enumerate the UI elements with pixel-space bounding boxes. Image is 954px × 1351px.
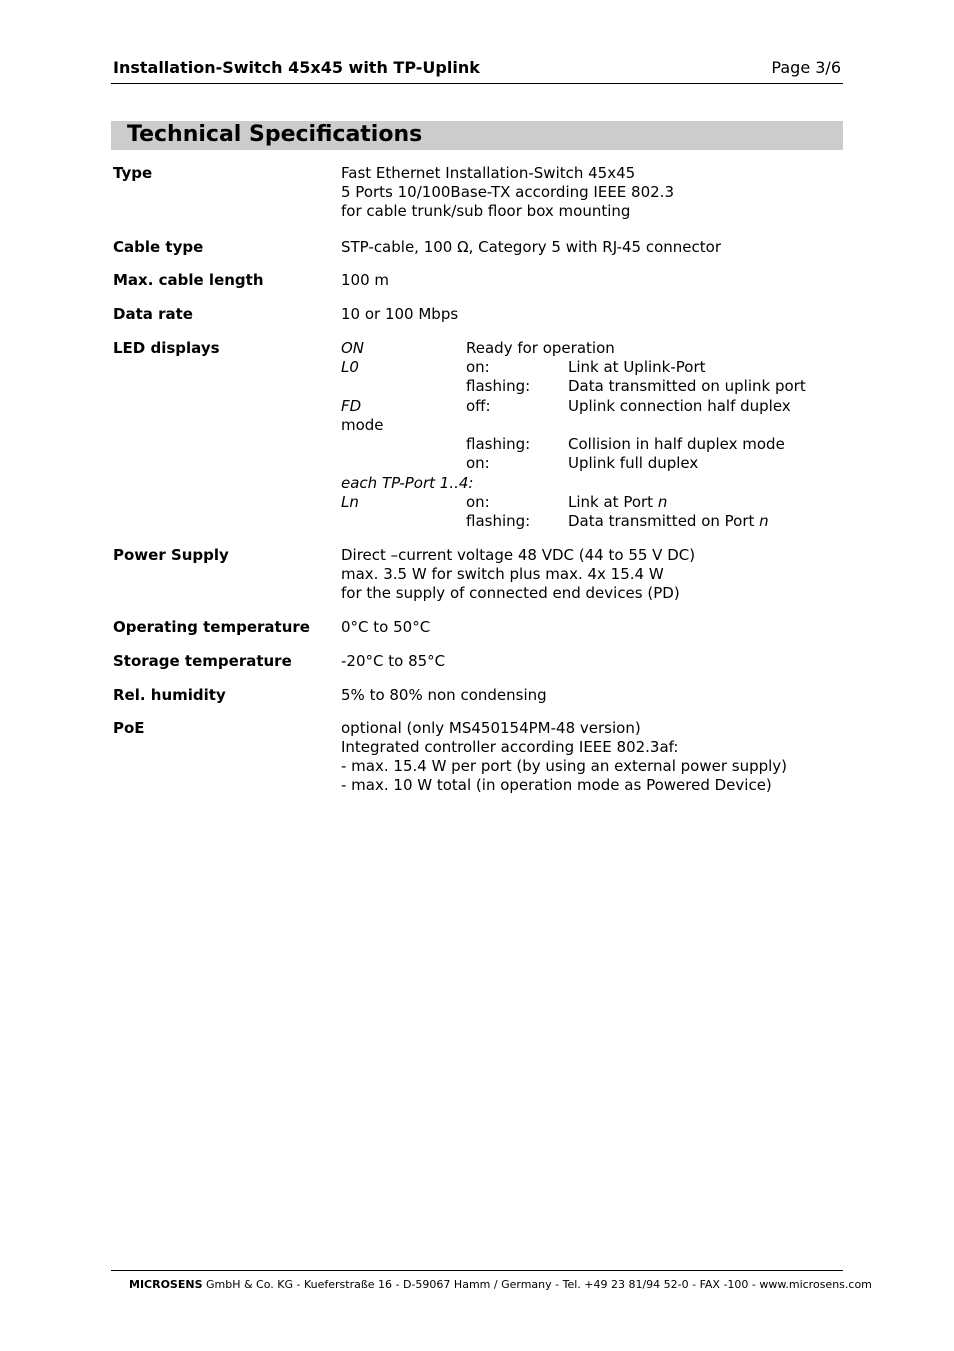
led-on-name: ON [341, 339, 365, 357]
led-on-desc: Ready for operation [466, 339, 615, 357]
spec-label-power-supply: Power Supply [113, 546, 229, 564]
led-desc: Uplink full duplex [568, 454, 699, 472]
led-desc-text: Link at Port [568, 493, 658, 511]
led-desc: Uplink connection half duplex [568, 397, 791, 415]
port-variable: n [657, 493, 668, 511]
led-state: flashing: [466, 512, 531, 530]
led-desc: Link at Uplink-Port [568, 358, 706, 376]
spec-line: max. 3.5 W for switch plus max. 4x 15.4 W [341, 565, 664, 583]
spec-label-cable-type: Cable type [113, 238, 204, 256]
spec-value-type [341, 164, 674, 221]
spec-label-led-displays: LED displays [113, 339, 220, 357]
led-each-port: each TP-Port 1..4: [341, 474, 474, 492]
spec-line: 5 Ports 10/100Base-TX according IEEE 802.3 [341, 183, 674, 201]
spec-label-max-cable-length: Max. cable length [113, 271, 264, 289]
led-state: off: [466, 397, 491, 415]
spec-value-data-rate: 10 or 100 Mbps [341, 305, 459, 323]
spec-line: Integrated controller according IEEE 802.3af: [341, 738, 679, 756]
spec-value-rel-humidity: 5% to 80% non condensing [341, 686, 547, 704]
led-desc: Collision in half duplex mode [568, 435, 785, 453]
spec-line: optional (only MS450154PM-48 version) [341, 719, 641, 737]
spec-label-rel-humidity: Rel. humidity [113, 686, 226, 704]
spec-label-operating-temperature: Operating temperature [113, 618, 310, 636]
footer-divider [111, 1270, 843, 1271]
spec-value-power-supply [341, 546, 695, 603]
led-fd-mode: mode [341, 416, 384, 434]
spec-label-type: Type [113, 164, 153, 182]
spec-label-storage-temperature: Storage temperature [113, 652, 292, 670]
footer-company: MICROSENS [129, 1278, 203, 1291]
spec-value-poe [341, 719, 787, 795]
led-desc: Data transmitted on uplink port [568, 377, 806, 395]
footer-contact: GmbH & Co. KG - Kueferstraße 16 - D-59067 Hamm / Germany - Tel. +49 23 81/94 52-0 - FAX -100 - www.microsens.com [202, 1278, 872, 1291]
spec-value-operating-temperature: 0°C to 50°C [341, 618, 431, 636]
led-fd-name: FD [341, 397, 362, 415]
section-header [111, 121, 843, 150]
led-state: on: [466, 493, 490, 511]
led-state: flashing: [466, 435, 531, 453]
spec-label-poe: PoE [113, 719, 145, 737]
section-title: Technical Specifications [127, 122, 423, 147]
led-ln-name: Ln [341, 493, 359, 511]
led-state: flashing: [466, 377, 531, 395]
spec-label-data-rate: Data rate [113, 305, 193, 323]
page-header [111, 56, 843, 84]
port-variable: n [759, 512, 769, 530]
led-state: on: [466, 358, 490, 376]
spec-value-cable-type: STP-cable, 100 Ω, Category 5 with RJ-45 connector [341, 238, 722, 256]
led-desc [568, 512, 769, 530]
document-title: Installation-Switch 45x45 with TP-Uplink [113, 58, 480, 77]
led-desc-text: Data transmitted on Port [568, 512, 760, 530]
spec-line: - max. 15.4 W per port (by using an external power supply) [341, 757, 788, 775]
spec-line: Fast Ethernet Installation-Switch 45x45 [341, 164, 636, 182]
spec-value-max-cable-length: 100 m [341, 271, 390, 289]
page-number: Page 3/6 [771, 58, 841, 77]
spec-line: - max. 10 W total (in operation mode as Powered Device) [341, 776, 772, 794]
spec-line: for cable trunk/sub floor box mounting [341, 202, 631, 220]
led-desc [568, 493, 667, 511]
spec-line: Direct –current voltage 48 VDC (44 to 55 V DC) [341, 546, 696, 564]
spec-value-storage-temperature: -20°C to 85°C [341, 652, 446, 670]
led-state: on: [466, 454, 490, 472]
page-footer [129, 1278, 872, 1291]
spec-line: for the supply of connected end devices (PD) [341, 584, 680, 602]
led-l0-name: L0 [341, 358, 359, 376]
